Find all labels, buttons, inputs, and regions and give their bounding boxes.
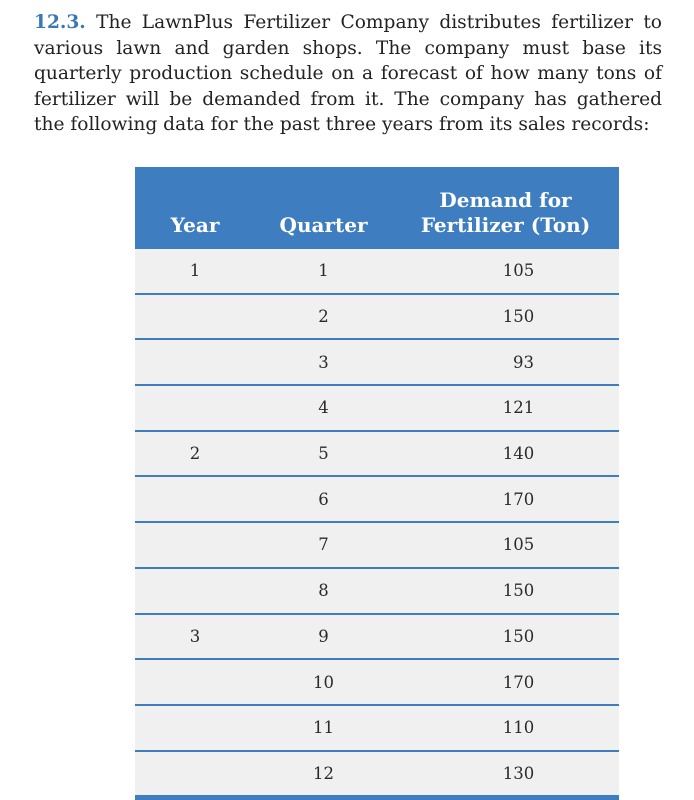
table-row <box>135 385 619 431</box>
cell-demand: 170 <box>392 659 619 705</box>
cell-year <box>135 339 255 385</box>
cell-year <box>135 385 255 431</box>
table-body <box>135 249 619 798</box>
cell-year <box>135 568 255 614</box>
table-row <box>135 705 619 751</box>
table-row <box>135 249 619 294</box>
cell-year <box>135 294 255 340</box>
table-row <box>135 751 619 798</box>
cell-year <box>135 476 255 522</box>
cell-demand: 150 <box>392 568 619 614</box>
table-row <box>135 568 619 614</box>
problem-text: The LawnPlus Fertilizer Company distributes fertilizer to various lawn and garden shops. The company must base its quarterly production schedule on a forecast of how many tons of fertilizer will be demanded from it. The company has gathered the following data for the past three years from its sales records: <box>34 12 662 135</box>
table-row <box>135 339 619 385</box>
cell-quarter: 9 <box>255 614 392 660</box>
cell-year: 2 <box>135 431 255 477</box>
demand-table <box>135 167 619 800</box>
cell-quarter: 10 <box>255 659 392 705</box>
cell-demand: 105 <box>392 249 619 294</box>
cell-year <box>135 522 255 568</box>
cell-quarter: 5 <box>255 431 392 477</box>
problem-number: 12.3. <box>34 12 86 33</box>
cell-year: 1 <box>135 249 255 294</box>
table-row <box>135 431 619 477</box>
cell-demand: 121 <box>392 385 619 431</box>
cell-year <box>135 705 255 751</box>
cell-quarter: 3 <box>255 339 392 385</box>
demand-table-container <box>135 167 619 800</box>
cell-quarter: 1 <box>255 249 392 294</box>
table-row <box>135 659 619 705</box>
cell-demand: 140 <box>392 431 619 477</box>
cell-quarter: 8 <box>255 568 392 614</box>
header-demand <box>392 167 619 249</box>
cell-quarter: 11 <box>255 705 392 751</box>
header-demand-line2: Fertilizer (Ton) <box>420 213 591 237</box>
table-row <box>135 522 619 568</box>
cell-demand: 130 <box>392 751 619 798</box>
problem-statement <box>34 10 662 138</box>
cell-demand: 93 <box>392 339 619 385</box>
cell-demand: 170 <box>392 476 619 522</box>
header-year: Year <box>135 167 255 249</box>
cell-year: 3 <box>135 614 255 660</box>
cell-quarter: 4 <box>255 385 392 431</box>
cell-demand: 110 <box>392 705 619 751</box>
header-quarter: Quarter <box>255 167 392 249</box>
cell-year <box>135 659 255 705</box>
cell-quarter: 12 <box>255 751 392 798</box>
cell-quarter: 2 <box>255 294 392 340</box>
table-header <box>135 167 619 249</box>
cell-demand: 105 <box>392 522 619 568</box>
cell-quarter: 6 <box>255 476 392 522</box>
table-row <box>135 476 619 522</box>
header-demand-line1: Demand for <box>439 188 572 212</box>
table-row <box>135 294 619 340</box>
table-row <box>135 614 619 660</box>
cell-demand: 150 <box>392 294 619 340</box>
cell-demand: 150 <box>392 614 619 660</box>
cell-year <box>135 751 255 798</box>
cell-quarter: 7 <box>255 522 392 568</box>
